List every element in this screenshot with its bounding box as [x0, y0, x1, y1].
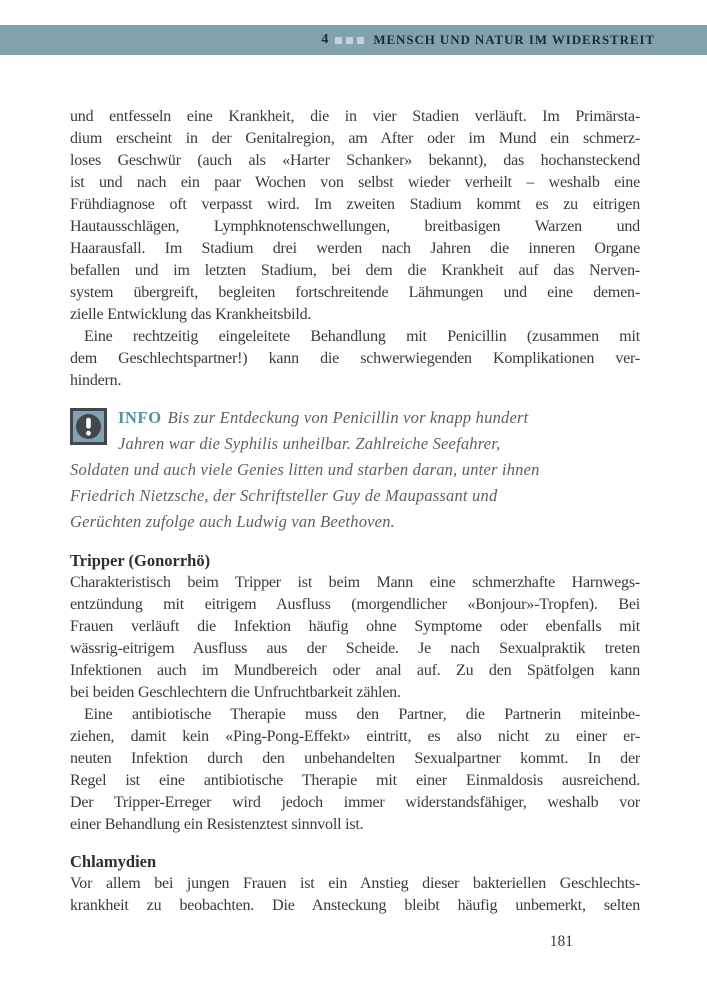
text-line: Eine antibiotische Therapie muss den Partner, die Partnerin miteinbe-: [84, 706, 640, 723]
info-label: INFO: [118, 408, 162, 427]
info-first-line: [70, 405, 640, 431]
text-line: Frühdiagnose oft verpasst wird. Im zweiten Stadium kommt es zu eitrigen: [70, 196, 640, 213]
text-line: Jahren war die Syphilis unheilbar. Zahlreiche Seefahrer,: [118, 434, 501, 453]
text-line: Frauen verläuft die Infektion häufig ohne Symptome oder ebenfalls mit: [70, 618, 640, 635]
text-line: system übergreift, begleiten fortschreitende Lähmungen und eine demen-: [70, 284, 640, 301]
text-line: Eine rechtzeitig eingeleitete Behandlung mit Penicillin (zusammen mit: [84, 328, 640, 345]
text-line: Der Tripper-Erreger wird jedoch immer widerstandsfähiger, weshalb vor: [70, 794, 640, 811]
heading-tripper: Tripper (Gonorrhö): [70, 551, 211, 570]
text-line: ziehen, damit kein «Ping-Pong-Effekt» eintritt, es also nicht zu einer er-: [70, 728, 640, 745]
paragraph-syphilis-stages: [70, 106, 640, 326]
info-first-line-text: Bis zur Entdeckung von Penicillin vor knapp hundert: [167, 408, 529, 427]
text-line: wässrig-eitrigem Ausfluss aus der Scheide. Je nach Sexualpraktik treten: [70, 640, 640, 657]
header-square-icon: [346, 37, 353, 44]
chapter-title: MENSCH UND NATUR IM WIDERSTREIT: [373, 32, 655, 47]
header-square-icon: [357, 37, 364, 44]
header-square-icon: [335, 37, 342, 44]
text-line: Soldaten und auch viele Genies litten und starben daran, unter ihnen: [70, 460, 540, 479]
text-line: Regel ist eine antibiotische Therapie mit einer Einmaldosis ausreichend.: [70, 772, 640, 789]
text-line: krankheit zu beobachten. Die Ansteckung bleibt häufig unbemerkt, selten: [70, 897, 640, 914]
page-number: 181: [549, 933, 573, 950]
text-line: einer Behandlung ein Resistenztest sinnvoll ist.: [70, 816, 364, 833]
info-rest-lines: [70, 431, 640, 535]
text-line: hindern.: [70, 372, 122, 389]
paragraph-tripper-symptoms: [70, 572, 640, 704]
text-line: Charakteristisch beim Tripper ist beim Mann eine schmerzhafte Harnwegs-: [70, 574, 640, 591]
text-line: befallen und im letzten Stadium, bei dem die Krankheit auf das Nerven-: [70, 262, 640, 279]
heading-chlamydien: Chlamydien: [70, 852, 157, 871]
info-exclamation-icon: [70, 408, 107, 445]
text-line: ist und nach ein paar Wochen von selbst wieder verheilt – weshalb eine: [70, 174, 640, 191]
text-line: Friedrich Nietzsche, der Schriftsteller Guy de Maupassant und: [70, 486, 498, 505]
text-line: zielle Entwicklung das Krankheitsbild.: [70, 306, 312, 323]
text-line: dem Geschlechtspartner!) kann die schwerwiegenden Komplikationen ver-: [70, 350, 640, 367]
text-line: dium erscheint in der Genitalregion, am After oder im Mund ein schmerz-: [70, 130, 640, 147]
info-box: [70, 405, 640, 535]
page-content: [0, 55, 707, 953]
text-line: und entfesseln eine Krankheit, die in vier Stadien verläuft. Im Primärsta-: [70, 108, 640, 125]
text-line: Vor allem bei jungen Frauen ist ein Anstieg dieser bakteriellen Geschlechts-: [70, 875, 640, 892]
paragraph-tripper-therapy: [70, 704, 640, 836]
text-line: entzündung mit eitrigem Ausfluss (morgendlicher «Bonjour»-Tropfen). Bei: [70, 596, 640, 613]
chapter-number: 4: [321, 32, 329, 47]
text-line: Hautausschlägen, Lymphknotenschwellungen, breitbasigen Warzen und: [70, 218, 640, 235]
text-line: Gerüchten zufolge auch Ludwig van Beethoven.: [70, 512, 395, 531]
text-line: loses Geschwür (auch als «Harter Schanker» bekannt), das hochansteckend: [70, 152, 640, 169]
text-line: Haarausfall. Im Stadium drei werden nach Jahren die inneren Organe: [70, 240, 640, 257]
paragraph-penicillin-treatment: [70, 326, 640, 392]
text-line: Infektionen auch im Mundbereich oder anal auf. Zu den Spätfolgen kann: [70, 662, 640, 679]
text-line: bei beiden Geschlechtern die Unfruchtbarkeit zählen.: [70, 684, 401, 701]
chapter-header-bar: [0, 25, 707, 55]
paragraph-chlamydien: [70, 873, 640, 917]
text-line: neuten Infektion durch den unbehandelten Sexualpartner kommt. In der: [70, 750, 640, 767]
